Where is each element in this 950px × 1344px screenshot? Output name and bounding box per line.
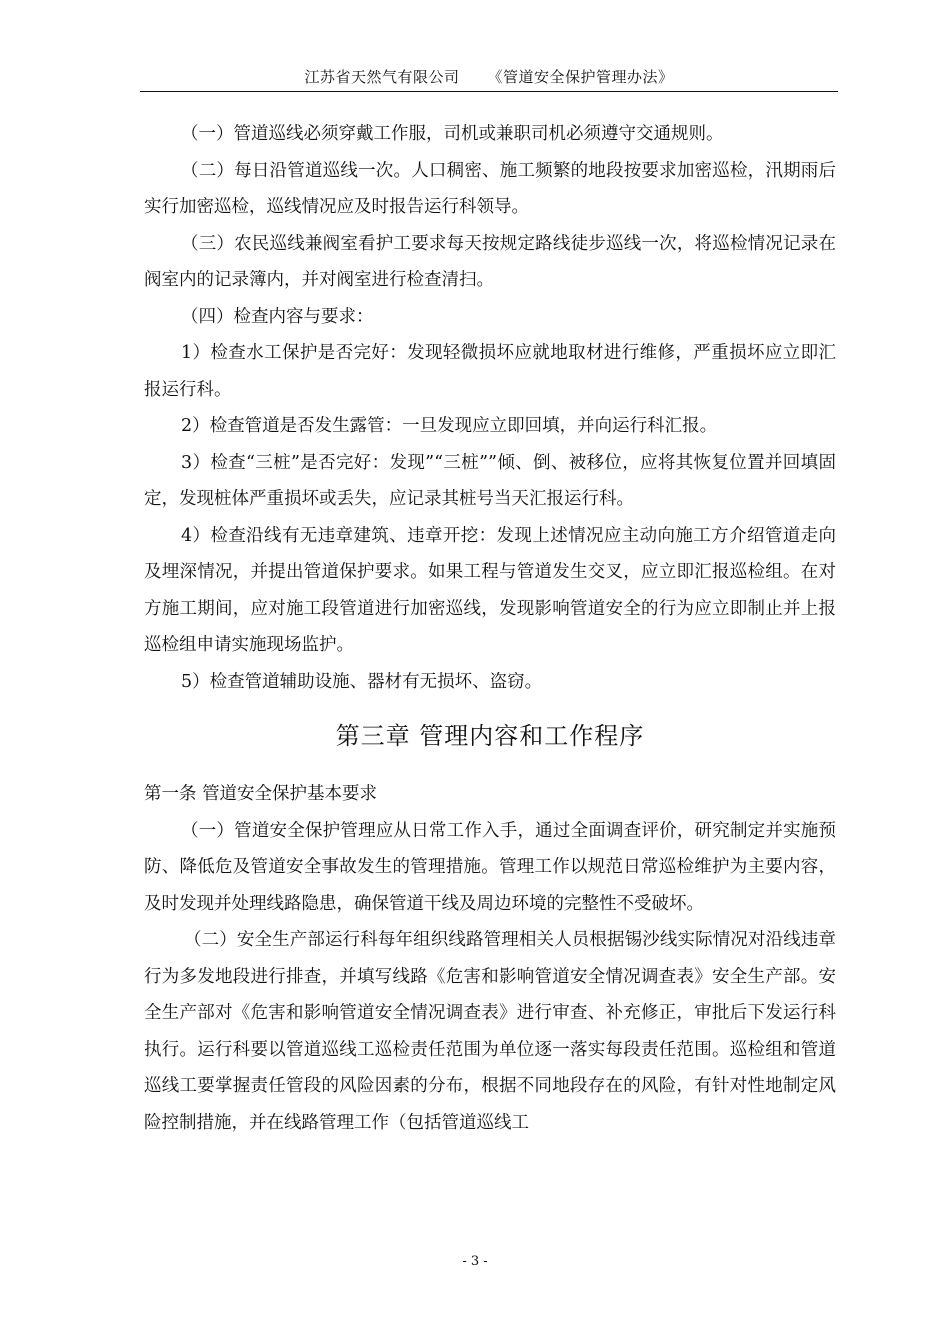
list-item: 4）检查沿线有无违章建筑、违章开挖：发现上述情况应主动向施工方介绍管道走向及埋深情况，并提出管道保护要求。如果工程与管道发生交叉，应立即汇报巡检组。在对方施工期间，应对施工段管道进行加密巡线，发现影响管道安全的行为应立即制止并上报巡检组申请实施现场监护。 (144, 525, 836, 655)
page-number: - 3 - (462, 1254, 488, 1269)
paragraph: （二）安全生产部运行科每年组织线路管理相关人员根据锡沙线实际情况对沿线违章行为多发地段进行排查，并填写线路《危害和影响管道安全情况调查表》安全生产部。安全生产部对《危害和影响管道安全情况调查表》进行审查、补充修正，审批后下发运行科执行。运行科要以管道巡线工巡检责任范围为单位逐一落实每段责任范围。巡检组和管道巡线工要掌握责任管段的风险因素的分布，根据不同地段存在的风险，有针对性地制定风险控制措施，并在线路管理工作（包括管道巡线工 (144, 930, 836, 1133)
document-body (144, 116, 836, 1141)
page-header (140, 66, 838, 87)
paragraph: （三）农民巡线兼阀室看护工要求每天按规定路线徒步巡线一次，将巡检情况记录在阀室内的记录簿内，并对阀室进行检查清扫。 (144, 233, 836, 290)
paragraph: （四）检查内容与要求： (181, 306, 374, 327)
list-item: 3）检查“三桩”是否完好：发现”“三桩””倾、倒、被移位，应将其恢复位置并回填固定，发现桩体严重损坏或丢失，应记录其桩号当天汇报运行科。 (144, 452, 836, 509)
paragraph: （一）管道巡线必须穿戴工作服，司机或兼职司机必须遵守交通规则。 (181, 124, 724, 144)
paragraph: （二）每日沿管道巡线一次。人口稠密、施工频繁的地段按要求加密巡检，汛期雨后实行加密巡检，巡线情况应及时报告运行科领导。 (144, 160, 836, 217)
header-title: 《管道安全保护管理办法》 (487, 68, 674, 86)
chapter-title: 第三章 管理内容和工作程序 (335, 722, 645, 750)
list-item: 2）检查管道是否发生露管：一旦发现应立即回填，并向运行科汇报。 (181, 416, 718, 436)
list-item: 5）检查管道辅助设施、器材有无损坏、盗窃。 (181, 671, 543, 692)
header-rule (140, 91, 838, 92)
article-title: 第一条 管道安全保护基本要求 (144, 784, 378, 804)
list-item: 1）检查水工保护是否完好：发现轻微损坏应就地取材进行维修，严重损坏应立即汇报运行科。 (144, 343, 836, 400)
paragraph: （一）管道安全保护管理应从日常工作入手，通过全面调查评价，研究制定并实施预防、降低危及管道安全事故发生的管理措施。管理工作以规范日常巡检维护为主要内容，及时发现并处理线路隐患，确保管道干线及周边环境的完整性不受破坏。 (144, 820, 836, 914)
header-company: 江苏省天然气有限公司 (304, 68, 460, 86)
